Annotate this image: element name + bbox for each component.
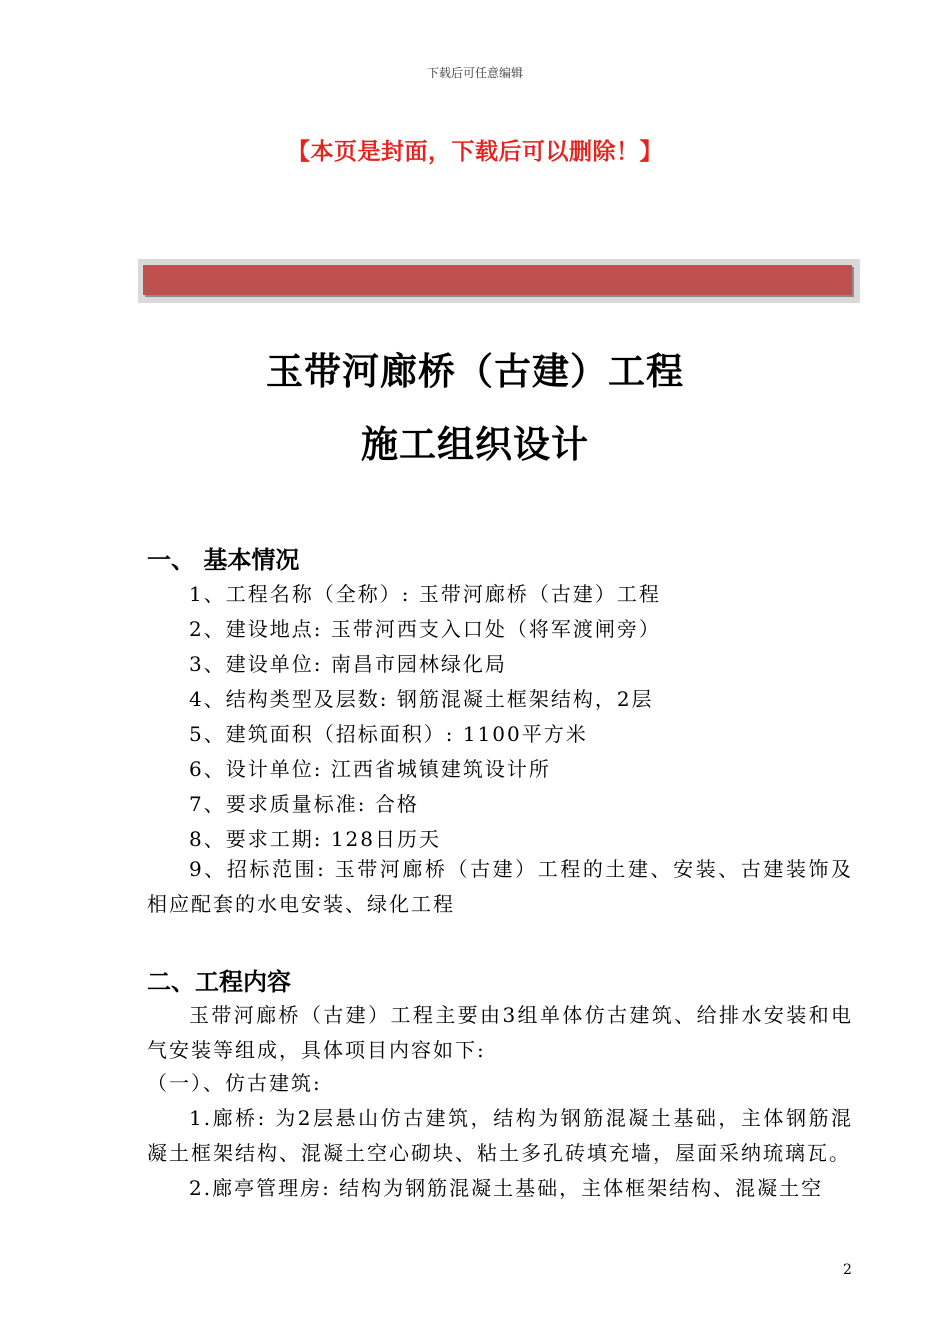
info-item-designer: 6、设计单位: 江西省城镇建筑设计所 xyxy=(189,757,551,781)
info-item-scope: 9、招标范围: 玉带河廊桥（古建）工程的土建、安装、古建装饰及相应配套的水电安装、绿化工程 xyxy=(147,857,853,916)
content-intro-paragraph: 玉带河廊桥（古建）工程主要由3组单体仿古建筑、给排水安装和电气安装等组成，具体项目内容如下: xyxy=(147,1003,853,1062)
section-heading-content: 二、工程内容 xyxy=(147,968,291,996)
section-heading-basic-info: 一、 基本情况 xyxy=(147,546,300,574)
info-item-structure: 4、结构类型及层数: 钢筋混凝土框架结构，2层 xyxy=(189,687,654,711)
decorative-banner xyxy=(138,259,860,303)
info-item-location: 2、建设地点: 玉带河西支入口处（将军渡闸旁） xyxy=(189,617,661,641)
document-subtitle: 施工组织设计 xyxy=(361,423,589,466)
header-note: 下载后可任意编辑 xyxy=(426,66,523,80)
content-paragraph-bridge: 1.廊桥: 为2层悬山仿古建筑，结构为钢筋混凝土基础，主体钢筋混凝土框架结构、混凝土空心砌块、粘土多孔砖填充墙，屋面采纳琉璃瓦。 xyxy=(147,1106,853,1165)
red-bar xyxy=(143,265,852,295)
page-number: 2 xyxy=(843,1262,852,1278)
info-item-area: 5、建筑面积（招标面积）: 1100平方米 xyxy=(189,722,588,746)
info-item-duration: 8、要求工期: 128日历天 xyxy=(189,827,441,851)
info-item-quality: 7、要求质量标准: 合格 xyxy=(189,792,419,816)
info-item-owner: 3、建设单位: 南昌市园林绿化局 xyxy=(189,652,507,676)
info-item-project-name: 1、工程名称（全称）: 玉带河廊桥（古建）工程 xyxy=(189,582,661,606)
document-title: 玉带河廊桥（古建）工程 xyxy=(266,350,684,393)
sub-heading-antique-building: （一）、仿古建筑: xyxy=(147,1071,322,1095)
content-paragraph-pavilion: 2.廊亭管理房: 结构为钢筋混凝土基础，主体框架结构、混凝土空 xyxy=(189,1176,824,1200)
cover-notice: 【本页是封面，下载后可以删除！】 xyxy=(287,139,663,165)
